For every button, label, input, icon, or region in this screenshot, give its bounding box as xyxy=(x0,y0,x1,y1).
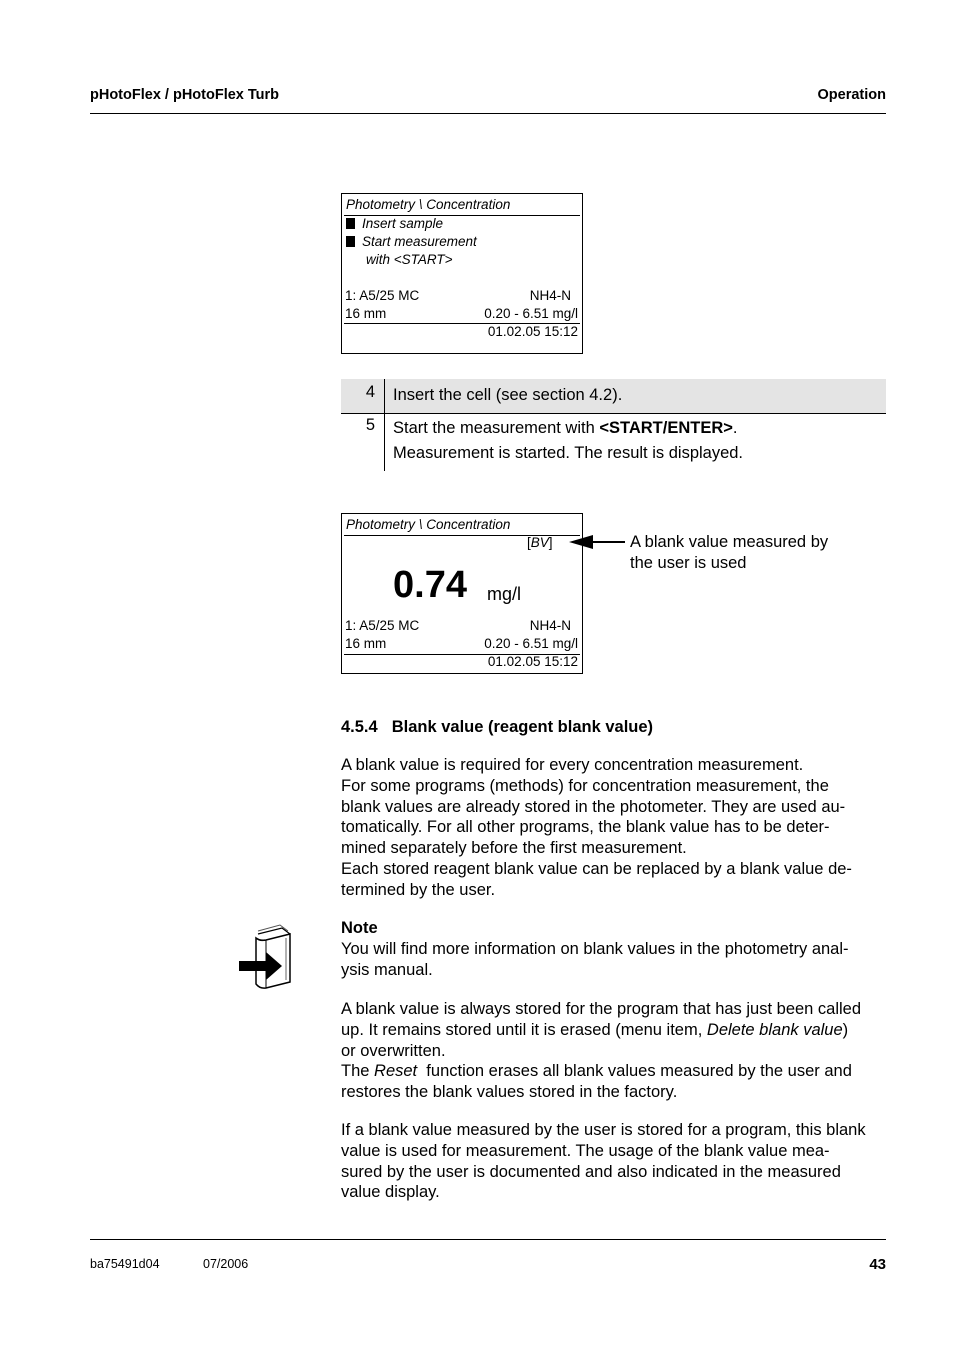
step-text xyxy=(393,416,743,466)
display-parameter: NH4-N xyxy=(529,288,571,303)
paragraph-user-blank xyxy=(341,1120,866,1203)
text-line: Each stored reagent blank value can be replaced by a blank value de- xyxy=(341,859,852,878)
step-number: 4 xyxy=(365,383,375,401)
bullet-icon xyxy=(346,236,355,247)
footer-date: 07/2006 xyxy=(203,1257,249,1271)
text-line: value display. xyxy=(341,1183,440,1202)
display-title: Photometry \ Concentration xyxy=(346,197,511,212)
step-text-part: Start the measurement with xyxy=(393,419,600,437)
display-line-start xyxy=(346,234,477,249)
display-datetime: 01.02.05 15:12 xyxy=(487,654,578,669)
display-range: 0.20 - 6.51 mg/l xyxy=(484,306,578,321)
step-text-line2: Measurement is started. The result is displayed. xyxy=(393,444,744,462)
footer-doc-number: ba75491d04 xyxy=(90,1257,160,1271)
text-line: If a blank value measured by the user is stored for a program, this blank xyxy=(341,1121,866,1139)
step-number: 5 xyxy=(365,416,375,434)
text-line: For some programs (methods) for concentration measurement, the xyxy=(341,776,829,795)
step-text-part: . xyxy=(732,419,738,437)
blank-value-indicator xyxy=(527,535,553,550)
text-part: up. It remains stored until it is erased (menu item, xyxy=(341,1020,707,1039)
text-line: tomatically. For all other programs, the blank value has to be deter- xyxy=(341,818,830,837)
callout-arrow-icon xyxy=(565,533,627,551)
text-line: value is used for measurement. The usage of the blank value mea- xyxy=(341,1141,830,1160)
text-line: mined separately before the first measurement. xyxy=(341,839,687,858)
section-number: 4.5.4 xyxy=(341,718,378,736)
text-line: termined by the user. xyxy=(341,880,496,899)
function-name: Reset xyxy=(374,1062,418,1081)
text-line: sured by the user is documented and also indicated in the measured xyxy=(341,1162,841,1181)
text-line: or overwritten. xyxy=(341,1041,446,1060)
callout-line: A blank value measured by xyxy=(630,533,829,551)
display-parameter: NH4-N xyxy=(529,618,571,633)
display-title: Photometry \ Concentration xyxy=(346,517,511,532)
step-column-divider xyxy=(384,379,385,471)
text-line xyxy=(341,1020,861,1041)
text-line xyxy=(341,1061,861,1082)
bracket: [ xyxy=(527,535,531,550)
text-part: function erases all blank values measured by the user and xyxy=(417,1062,852,1081)
text-part: ) xyxy=(842,1020,849,1039)
measured-unit: mg/l xyxy=(487,584,522,604)
text-line: You will find more information on blank values in the photometry anal- xyxy=(341,939,849,958)
page-number: 43 xyxy=(869,1256,886,1273)
display-program: 1: A5/25 MC xyxy=(345,618,420,633)
display-line-with-start: with <START> xyxy=(366,252,453,267)
paragraph-stored-blank xyxy=(341,999,861,1103)
text-line: A blank value is always stored for the program that has just been called xyxy=(341,1000,862,1018)
text-line: blank values are already stored in the photometer. They are used au- xyxy=(341,797,846,816)
display-range: 0.20 - 6.51 mg/l xyxy=(484,636,578,651)
bv-label: BV xyxy=(530,535,549,550)
display-program: 1: A5/25 MC xyxy=(345,288,420,303)
bracket: ] xyxy=(548,535,553,550)
step-text: Insert the cell (see section 4.2). xyxy=(393,386,623,404)
callout-text xyxy=(630,532,828,574)
note-block xyxy=(341,918,849,980)
display-cell: 16 mm xyxy=(345,636,387,651)
menu-item-name: Delete blank value xyxy=(706,1020,843,1039)
display-datetime: 01.02.05 15:12 xyxy=(487,324,578,339)
footer-rule xyxy=(90,1239,886,1240)
instrument-display-result xyxy=(341,513,583,674)
display-cell: 16 mm xyxy=(345,306,387,321)
running-header-title: pHotoFlex / pHotoFlex Turb xyxy=(90,87,280,103)
bullet-icon xyxy=(346,218,355,229)
display-line-insert xyxy=(346,216,443,231)
step-row-divider xyxy=(341,413,886,414)
text-line: A blank value is required for every concentration measurement. xyxy=(341,756,804,774)
manual-book-icon xyxy=(236,924,298,992)
instrument-display-insert-sample xyxy=(341,193,583,354)
section-heading xyxy=(341,718,653,737)
callout-line: the user is used xyxy=(630,554,747,572)
text-line: ysis manual. xyxy=(341,960,433,979)
text-line: restores the blank values stored in the factory. xyxy=(341,1083,678,1102)
key-label: <START/ENTER> xyxy=(599,419,733,437)
text-part: The xyxy=(341,1062,375,1081)
display-text: Start measurement xyxy=(362,234,477,249)
note-heading: Note xyxy=(341,919,378,937)
running-header-section: Operation xyxy=(817,87,886,103)
measured-value: 0.74 xyxy=(393,564,467,606)
display-text: Insert sample xyxy=(362,216,444,231)
section-title: Blank value (reagent blank value) xyxy=(391,718,654,736)
header-rule xyxy=(90,113,886,114)
paragraph-blank-value-intro xyxy=(341,755,852,901)
